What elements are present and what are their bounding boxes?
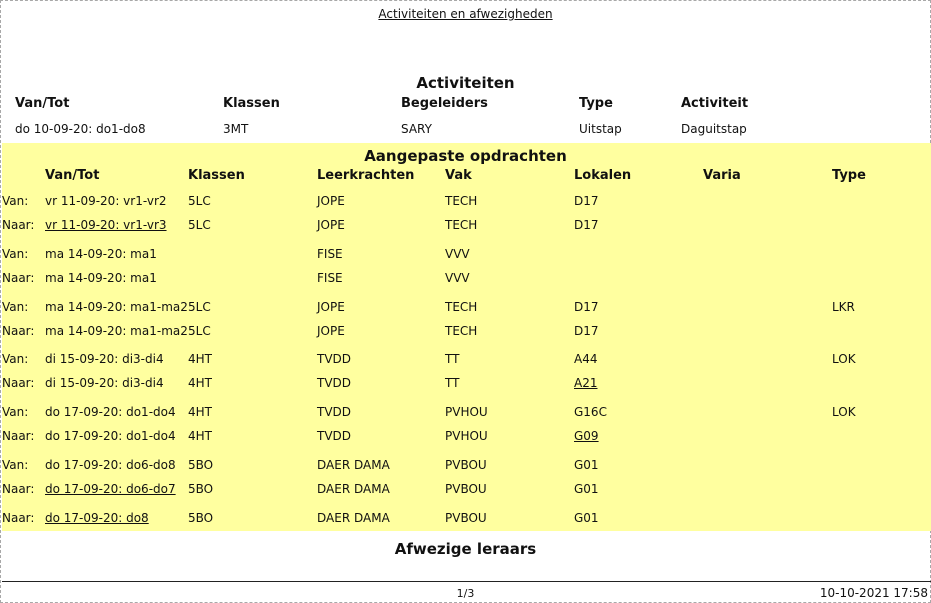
assignment-cell-lokalen: A44 [574, 352, 598, 366]
absent-teachers-title: Afwezige leraars [394, 540, 537, 558]
assignment-cell-vak: PVBOU [445, 482, 487, 496]
assignment-cell-vak: TT [445, 352, 460, 366]
assignment-cell-vantot: di 15-09-20: di3-di4 [45, 352, 164, 366]
assignment-cell-leerkrachten: JOPE [317, 324, 345, 338]
assignment-cell-vak: PVBOU [445, 511, 487, 525]
document-title: Activiteiten en afwezigheden [378, 7, 553, 21]
assignment-row-prefix: Van: [2, 300, 29, 314]
activities-cell-begeleiders: SARY [401, 122, 432, 136]
assignment-cell-leerkrachten: TVDD [317, 376, 352, 390]
assignment-cell-vak: TECH [445, 300, 478, 314]
print-timestamp: 10-10-2021 17:58 [819, 586, 928, 600]
assignment-cell-lokalen: D17 [574, 194, 599, 208]
assignment-cell-leerkrachten: TVDD [317, 352, 352, 366]
assignment-cell-vantot: ma 14-09-20: ma1 [45, 271, 157, 285]
assignment-row-prefix: Van: [2, 405, 29, 419]
assignment-cell-vak: VVV [445, 271, 470, 285]
assignment-cell-leerkrachten: TVDD [317, 405, 352, 419]
assignment-row-prefix: Naar: [2, 218, 35, 232]
assignment-cell-lokalen: D17 [574, 300, 599, 314]
activities-header-activiteit: Activiteit [681, 96, 749, 111]
activities-header-type: Type [579, 96, 613, 111]
assignment-cell-leerkrachten: FISE [317, 247, 343, 261]
page-indicator: 1/3 [456, 587, 475, 600]
activities-header-vantot: Van/Tot [15, 96, 70, 111]
assignment-cell-vak: TECH [445, 324, 478, 338]
assignment-cell-vak: TECH [445, 194, 478, 208]
assignment-cell-lokalen: G01 [574, 511, 599, 525]
assignment-cell-lokalen: D17 [574, 324, 599, 338]
assignments-header-lokalen: Lokalen [574, 168, 632, 183]
assignments-header-vantot: Van/Tot [45, 168, 100, 183]
assignment-cell-vantot: do 17-09-20: do6-do7 [45, 482, 176, 496]
assignment-cell-vantot: ma 14-09-20: ma1-ma2 [45, 300, 188, 314]
activities-cell-activiteit: Daguitstap [681, 122, 747, 136]
activities-title: Activiteiten [416, 74, 515, 92]
assignment-cell-leerkrachten: FISE [317, 271, 343, 285]
assignment-row-prefix: Naar: [2, 271, 35, 285]
activities-header-begeleiders: Begeleiders [401, 96, 488, 111]
assignment-cell-vantot: do 17-09-20: do8 [45, 511, 149, 525]
assignment-cell-klassen: 5BO [188, 458, 214, 472]
assignment-row-prefix: Van: [2, 194, 29, 208]
assignment-row-prefix: Naar: [2, 324, 35, 338]
assignment-cell-lokalen: A21 [574, 376, 598, 390]
assignment-cell-type: LOK [832, 352, 856, 366]
assignment-cell-vak: VVV [445, 247, 470, 261]
assignment-cell-vantot: do 17-09-20: do1-do4 [45, 429, 176, 443]
footer-divider [2, 581, 931, 582]
assignment-cell-lokalen: G09 [574, 429, 599, 443]
assignment-cell-vantot: do 17-09-20: do1-do4 [45, 405, 176, 419]
assignments-title: Aangepaste opdrachten [364, 147, 567, 165]
assignment-row-prefix: Naar: [2, 482, 35, 496]
assignment-cell-leerkrachten: JOPE [317, 300, 345, 314]
activities-cell-type: Uitstap [579, 122, 622, 136]
assignment-cell-klassen: 4HT [188, 429, 212, 443]
assignment-cell-leerkrachten: DAER DAMA [317, 482, 390, 496]
assignment-cell-vak: PVHOU [445, 429, 488, 443]
assignment-cell-vantot: di 15-09-20: di3-di4 [45, 376, 164, 390]
assignment-cell-vantot: vr 11-09-20: vr1-vr2 [45, 194, 167, 208]
assignment-cell-klassen: 5BO [188, 511, 214, 525]
assignment-row-prefix: Naar: [2, 511, 35, 525]
assignment-row-prefix: Naar: [2, 376, 35, 390]
assignment-cell-klassen: 4HT [188, 376, 212, 390]
assignment-row-prefix: Van: [2, 247, 29, 261]
assignment-cell-klassen: 5BO [188, 482, 214, 496]
assignment-cell-leerkrachten: DAER DAMA [317, 511, 390, 525]
assignment-cell-leerkrachten: JOPE [317, 194, 345, 208]
assignment-cell-lokalen: D17 [574, 218, 599, 232]
assignment-row-prefix: Naar: [2, 429, 35, 443]
assignment-cell-leerkrachten: DAER DAMA [317, 458, 390, 472]
assignment-cell-vantot: do 17-09-20: do6-do8 [45, 458, 176, 472]
assignments-header-leerkrachten: Leerkrachten [317, 168, 415, 183]
assignment-cell-vantot: ma 14-09-20: ma1-ma2 [45, 324, 188, 338]
assignment-cell-vak: TT [445, 376, 460, 390]
assignment-row-prefix: Van: [2, 458, 29, 472]
assignment-cell-lokalen: G01 [574, 482, 599, 496]
assignments-header-vak: Vak [445, 168, 472, 183]
assignment-cell-vak: TECH [445, 218, 478, 232]
assignment-cell-klassen: 5LC [188, 194, 211, 208]
assignment-cell-vantot: ma 14-09-20: ma1 [45, 247, 157, 261]
assignment-cell-klassen: 5LC [188, 324, 211, 338]
assignment-cell-type: LKR [832, 300, 855, 314]
assignment-cell-vak: PVBOU [445, 458, 487, 472]
assignment-cell-vantot: vr 11-09-20: vr1-vr3 [45, 218, 167, 232]
activities-cell-vantot: do 10-09-20: do1-do8 [15, 122, 146, 136]
assignment-cell-leerkrachten: JOPE [317, 218, 345, 232]
activities-cell-klassen: 3MT [223, 122, 249, 136]
assignment-cell-lokalen: G01 [574, 458, 599, 472]
assignment-cell-klassen: 5LC [188, 300, 211, 314]
activities-header-klassen: Klassen [223, 96, 280, 111]
assignments-header-klassen: Klassen [188, 168, 245, 183]
assignment-cell-klassen: 5LC [188, 218, 211, 232]
assignments-header-type: Type [832, 168, 866, 183]
assignment-cell-klassen: 4HT [188, 352, 212, 366]
assignment-cell-type: LOK [832, 405, 856, 419]
assignment-row-prefix: Van: [2, 352, 29, 366]
assignments-header-varia: Varia [703, 168, 741, 183]
assignment-cell-leerkrachten: TVDD [317, 429, 352, 443]
assignment-cell-vak: PVHOU [445, 405, 488, 419]
assignment-cell-klassen: 4HT [188, 405, 212, 419]
assignment-cell-lokalen: G16C [574, 405, 607, 419]
